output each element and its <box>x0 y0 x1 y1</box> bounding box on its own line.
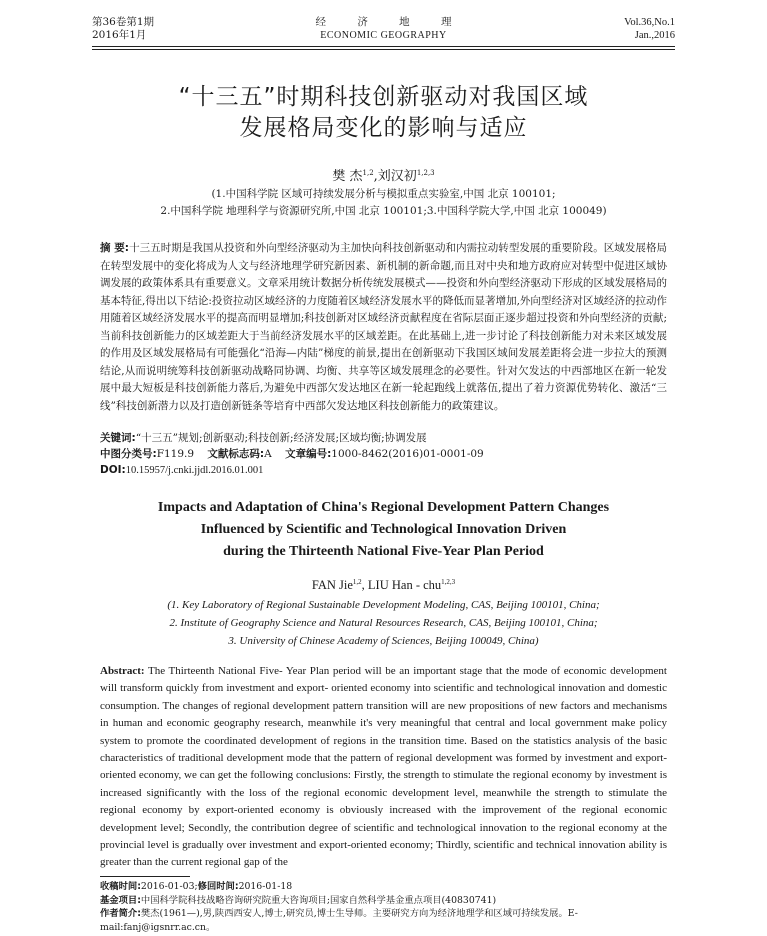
date-zh: 2016年1月 <box>92 29 147 41</box>
keywords-zh-text: “十三五”规划;创新驱动;科技创新;经济发展;区域均衡;协调发展 <box>135 432 427 444</box>
affiliations-zh <box>0 186 767 220</box>
author-zh-1-affil: 1,2 <box>362 169 374 177</box>
author-en-1-affil: 1,2 <box>352 578 362 586</box>
author-en-separator: , <box>361 578 368 592</box>
abstract-en-label: Abstract: <box>100 665 145 677</box>
title-zh-line-1: “十三五”时期科技创新驱动对我国区域 <box>178 84 589 110</box>
header-volume-en <box>624 16 675 42</box>
volume-zh: 第36卷第1期 <box>92 16 155 28</box>
fund-text: 中国科学院科技战略咨询研究院重大咨询项目;国家自然科学基金重点项目(40830741) <box>140 894 497 906</box>
footnote-dates <box>100 880 670 894</box>
footnote-bio <box>100 907 670 934</box>
revised-label: 修回时间: <box>197 881 239 892</box>
clc-value: F119.9 <box>156 448 195 460</box>
abstract-en-text: The Thirteenth National Five- Year Plan period will be an important stage that the mode of economic development will transform quickly from investment and export- oriented economy into scientific and technological innovation and domestic consumption. The changes of regional development pattern transition will are new propositions of new factors and mechanisms in human and economic geography research, meanwhile it's very meaningful that central and local government make policy system to promote the coordinated development of regions in the transition time. Based on the statistics analysis of the basic characteristics of traditional development mode that the pattern of regional development was formed by investment and export-oriented economy, we can get the following conclusions: Firstly, the strength to stimulate the regional economy by investment is increased significantly with the loss of the regional economic development level, meanwhile the strength to stimulate the regional economy by export-oriented economy is obviously increased with the improvement of the regional economic development level; Secondly, the contribution degree of scientific and technological innovation to the regional economy at the provincial level is gradually over investment and export-oriented economy; Thirdly, scientific and technical innovation ability is greater than the current regional gap of the <box>100 665 667 869</box>
title-en-line-3: during the Thirteenth National Five-Year Plan Period <box>223 544 544 559</box>
abstract-zh-text: 十三五时期是我国从投资和外向型经济驱动为主加快向科技创新驱动和内需拉动转型发展的重要阶段。区域发展格局在转型发展中的变化将成为人文与经济地理学研究新因素、新机制的新命题,而且对中央和地方政府应对转型中促进区域协调发展的政策体系具有重要意义。文章采用统计数据分析传统发展模式——投资和外向型经济驱动下形成的区域发展格局的基本特征,得出以下结论:投资拉动区域经济的力度随着区域经济发展水平的降低而显著增加,外向型经济对区域经济的拉动作用随着区域经济发展水平的提高而明显增加;科技创新对区域经济贡献程度在省际层面正逐步超过投资和外向型经济的贡献;当前科技创新能力的区域差距大于当前经济发展水平的区域差距。在此基础上,进一步讨论了科技创新能力对未来区域发展的作用及区域发展格局有可能强化“沿海—内陆”梯度的前景,提出在创新驱动下我国区域间发展差距将会进一步拉大的预测结论,从而说明统筹科技创新驱动战略同协调、均衡、共享等区域发展理念的必要性。针对欠发达的中西部地区在新一轮发展中最大短板是科技创新能力落后,为避免中西部欠发达地区在新一轮起跑线上就落伍,提出了着力资源优势转化、激活“三线”科技创新潜力以及打造创新链条等培育中西部欠发达地区科技创新能力的政策建议。 <box>100 242 668 412</box>
clc-label: 中图分类号: <box>100 448 157 460</box>
affiliation-zh-line-1: (1.中国科学院 区域可持续发展分析与模拟重点实验室,中国 北京 100101; <box>211 188 556 200</box>
revised-date: 2016-01-18 <box>238 881 293 892</box>
abstract-en <box>100 663 667 872</box>
title-en <box>0 497 767 563</box>
bio-text: 樊杰(1961—),男,陕西西安人,博士,研究员,博士生导师。主要研究方向为经济地理学和区域可持续发展。E-mail:fanj@igsnrr.ac.cn。 <box>100 908 578 933</box>
affiliation-zh-line-2: 2.中国科学院 地理科学与资源研究所,中国 北京 100101;3.中国科学院大学,中国 北京 100049) <box>160 205 607 217</box>
title-zh-line-2: 发展格局变化的影响与适应 <box>239 115 528 141</box>
doc-code-value: A <box>264 448 272 460</box>
affiliation-en-line-2: 2. Institute of Geography Science and Natural Resources Research, CAS, Beijing 100101, China; <box>169 617 598 629</box>
keywords-zh-label: 关键词: <box>100 432 136 444</box>
doi-value: 10.15957/j.cnki.jjdl.2016.01.001 <box>125 465 264 476</box>
author-en-2: LIU Han - chu <box>367 578 442 592</box>
author-zh-1: 樊 杰 <box>332 169 363 184</box>
journal-name-en: ECONOMIC GEOGRAPHY <box>320 30 447 41</box>
doc-code-label: 文献标志码: <box>207 448 265 460</box>
header-rule <box>92 46 675 47</box>
date-en: Jan.,2016 <box>634 30 675 41</box>
header-rule-secondary <box>92 49 675 50</box>
article-number-label: 文章编号: <box>285 448 332 460</box>
footnote-rule <box>100 876 190 877</box>
authors-zh <box>0 165 767 184</box>
volume-en: Vol.36,No.1 <box>624 17 675 28</box>
fund-label: 基金项目: <box>100 894 141 906</box>
abstract-zh-label: 摘 要: <box>100 242 130 254</box>
title-en-line-1: Impacts and Adaptation of China's Regional Development Pattern Changes <box>157 500 610 515</box>
article-number-value: 1000-8462(2016)01-0001-09 <box>331 448 484 460</box>
affiliation-en-line-1: (1. Key Laboratory of Regional Sustainable Development Modeling, CAS, Beijing 100101, China; <box>167 599 600 611</box>
doi-label: DOI: <box>100 464 126 476</box>
abstract-zh <box>100 240 667 415</box>
footnote-fund <box>100 894 670 908</box>
author-en-1: FAN Jie <box>311 578 353 592</box>
title-zh <box>0 82 767 144</box>
author-zh-separator: , <box>373 169 378 184</box>
authors-en <box>0 578 767 593</box>
author-zh-2-affil: 1,2,3 <box>416 169 435 177</box>
doi-line <box>100 462 667 479</box>
affiliations-en <box>0 596 767 650</box>
bio-label: 作者简介: <box>100 908 141 919</box>
title-en-line-2: Influenced by Scientific and Technological Innovation Driven <box>200 522 567 537</box>
author-en-2-affil: 1,2,3 <box>441 578 456 586</box>
received-date: 2016-01-03; <box>140 881 198 892</box>
journal-name-zh: 经 济 地 理 <box>315 16 466 28</box>
received-label: 收稿时间: <box>100 881 141 892</box>
affiliation-en-line-3: 3. University of Chinese Academy of Sciences, Beijing 100049, China) <box>228 635 539 647</box>
author-zh-2: 刘汉初 <box>377 169 417 184</box>
footnotes <box>100 880 670 934</box>
classification-line <box>100 446 667 462</box>
keywords-zh <box>100 430 667 446</box>
